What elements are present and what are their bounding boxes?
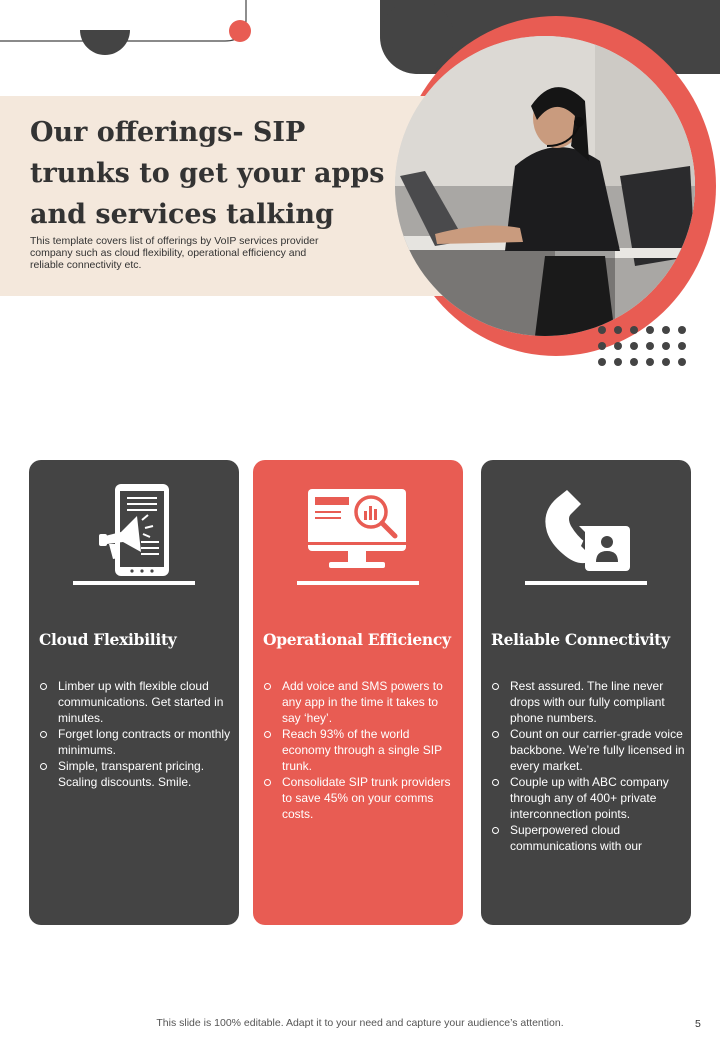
- list-item: Simple, transparent pricing. Scaling discounts. Smile.: [39, 758, 234, 790]
- divider: [73, 581, 195, 585]
- page-number: 5: [695, 1018, 701, 1030]
- divider: [525, 581, 647, 585]
- phone-megaphone-icon: [29, 482, 239, 582]
- card-operational-efficiency: [253, 460, 463, 925]
- list-item: Limber up with flexible cloud communications. Get started in minutes.: [39, 678, 234, 726]
- footer-note: This slide is 100% editable. Adapt it to your need and capture your audience’s attention.: [156, 1017, 564, 1029]
- list-item: Add voice and SMS powers to any app in the time it takes to say ‘hey’.: [263, 678, 458, 726]
- bullet-list: [491, 678, 686, 854]
- woman-with-headset-photo: [395, 36, 695, 336]
- list-item: Rest assured. The line never drops with our fully compliant phone numbers.: [491, 678, 686, 726]
- page-subtitle: This template covers list of offerings by VoIP services provider company such as cloud flexibility, operational efficiency and reliable connectivity etc.: [30, 235, 319, 271]
- decorative-half-circle: [80, 30, 130, 72]
- card-cloud-flexibility: [29, 460, 239, 925]
- bullet-list: [263, 678, 458, 822]
- decorative-dot-grid: [598, 326, 688, 382]
- list-item: Couple up with ABC company through any of 400+ private interconnection points.: [491, 774, 686, 822]
- card-heading: Cloud Flexibility: [39, 630, 177, 649]
- list-item: Superpowered cloud communications with our: [491, 822, 686, 854]
- card-heading: Reliable Connectivity: [491, 630, 670, 649]
- bullet-list: [39, 678, 234, 790]
- list-item: Reach 93% of the world economy through a single SIP trunk.: [263, 726, 458, 774]
- decorative-line: [0, 0, 260, 50]
- decorative-red-dot: [229, 20, 251, 42]
- monitor-analytics-icon: [253, 482, 463, 582]
- list-item: Consolidate SIP trunk providers to save 45% on your comms costs.: [263, 774, 458, 822]
- card-reliable-connectivity: [481, 460, 691, 925]
- phone-contact-icon: [481, 482, 691, 582]
- list-item: Forget long contracts or monthly minimums.: [39, 726, 234, 758]
- page-title: Our offerings- SIP trunks to get your apps and services talking: [30, 117, 385, 230]
- card-heading: Operational Efficiency: [263, 630, 451, 649]
- divider: [297, 581, 419, 585]
- list-item: Count on our carrier-grade voice backbone. We’re fully licensed in every market.: [491, 726, 686, 774]
